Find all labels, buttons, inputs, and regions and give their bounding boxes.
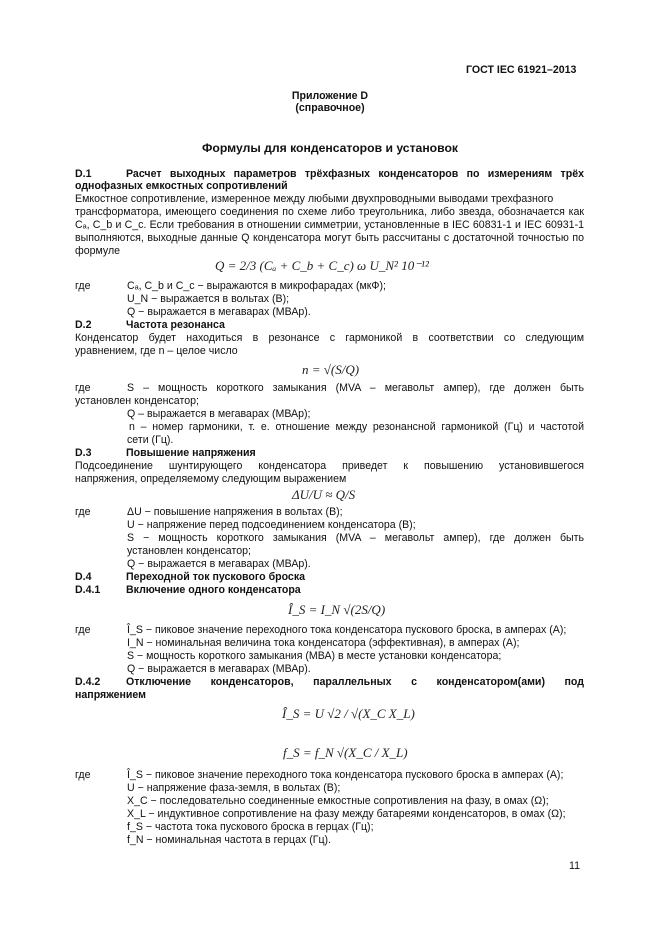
formula-inrush-single: Î_S = I_N √(2S/Q) (288, 602, 386, 617)
definition: X_C − последовательно соединенные емкостные сопротивления на фазу, в омах (Ω); (127, 795, 549, 807)
subsection-heading-cont: напряжением (75, 689, 146, 701)
appendix-title: Приложение D (291, 90, 369, 102)
definition: Î_S − пиковое значение переходного тока конденсатора пускового броска в амперах (A); (127, 769, 564, 781)
formula-inrush-parallel: Î_S = U √2 / √(X_C X_L) (282, 706, 415, 721)
definition: ΔU − повышение напряжения в вольтах (В); (127, 506, 343, 518)
definition: Q − выражается в мегаварах (МВАр). (127, 306, 311, 318)
where-label: где (75, 769, 91, 781)
definition: S – мощность короткого замыкания (MVA – мегавольт ампер), где должен быть (127, 382, 584, 394)
definition: Q − выражается в мегаварах (МВАр). (127, 558, 311, 570)
paragraph-line: Емкостное сопротивление, измеренное между любыми двухпроводными выводами трехфазного (75, 193, 554, 205)
definition: U_N − выражается в вольтах (В); (127, 293, 290, 305)
definition: U − напряжение фаза-земля, в вольтах (В); (127, 782, 341, 794)
section-heading: Повышение напряжения (126, 447, 256, 459)
page-number: 11 (569, 860, 580, 872)
definition: S − мощность короткого замыкания (MVA – мегавольт ампер), где должен быть (127, 532, 584, 544)
definition: X_L − индуктивное сопротивление на фазу между батареями конденсаторов, в омах (Ω); (127, 808, 566, 820)
definition: Cₐ, C_b и C_c − выражаются в микрофарадах (мкФ); (127, 280, 386, 292)
where-label: где (75, 506, 91, 518)
paragraph-line: выполняются, выходные данные Q конденсатора могут быть рассчитаны с достаточной точностью по (75, 232, 584, 244)
standard-header: ГОСТ IEC 61921–2013 (466, 64, 577, 76)
paragraph-line: трансформатора, имеющего соединения по схеме либо треугольника, либо звезда, обозначается как (75, 206, 584, 218)
section-number: D.2 (75, 319, 92, 331)
definition-cont: сети (Гц). (127, 434, 174, 446)
paragraph-line: уравнением, где n – целое число (75, 345, 238, 357)
section-heading: Расчет выходных параметров трёхфазных конденсаторов по измерениям трёх (126, 168, 584, 180)
formula-voltage-rise: ΔU/U ≈ Q/S (292, 487, 356, 502)
where-label: где (75, 280, 91, 292)
definition: U − напряжение перед подсоединением конденсатора (В); (127, 519, 416, 531)
paragraph-line: Конденсатор будет находиться в резонансе с гармоникой в соответствии со следующим (75, 332, 584, 344)
definition: Q – выражается в мегаварах (МВАр); (127, 408, 311, 420)
where-label: где (75, 382, 91, 394)
section-heading-cont: однофазных емкостных сопротивлений (75, 180, 288, 192)
subsection-number: D.4.1 (75, 584, 101, 596)
formula-capacitor-output: Q = 2/3 (Cₐ + C_b + C_c) ω U_N² 10⁻¹² (215, 258, 429, 273)
section-heading: Частота резонанса (126, 319, 225, 331)
main-title: Формулы для конденсаторов и установок (201, 141, 459, 155)
definition: S − мощность короткого замыкания (МВА) в месте установки конденсатора; (127, 650, 502, 662)
formula-inrush-frequency: f_S = f_N √(X_C / X_L) (283, 745, 408, 760)
definition: I_N − номинальная величина тока конденсатора (эффективная), в амперах (A); (127, 637, 520, 649)
section-heading: Переходной ток пускового броска (126, 571, 306, 583)
definition: n – номер гармоники, т. е. отношение между резонансной гармоникой (Гц) и частотой (129, 421, 584, 433)
subsection-number: D.4.2 (75, 676, 101, 688)
definition: f_N − номинальная частота в герцах (Гц). (127, 834, 332, 846)
definition: f_S − частота тока пускового броска в герцах (Гц); (127, 821, 374, 833)
section-number: D.3 (75, 447, 92, 459)
section-number: D.1 (75, 168, 92, 180)
subsection-heading: Отключение конденсаторов, параллельных с конденсатором(ами) под (126, 676, 584, 688)
section-number: D.4 (75, 571, 92, 583)
paragraph-line: Подсоединение шунтирующего конденсатора приведет к повышению установившегося (75, 460, 584, 472)
paragraph-line: Cₐ, C_b и C_c. Если требования в отношении симметрии, установленные в IEC 60831-1 и IEC 60931-1 (75, 219, 584, 231)
paragraph-line: напряжения, определяемому следующим выражением (75, 473, 347, 485)
definition: Q − выражается в мегаварах (МВАр). (127, 663, 311, 675)
definition-cont: установлен конденсатор; (127, 545, 251, 557)
where-label: где (75, 624, 91, 636)
formula-resonance: n = √(S/Q) (302, 362, 360, 377)
definition-cont: установлен конденсатор; (75, 395, 199, 407)
definition: Î_S − пиковое значение переходного тока конденсатора пускового броска, в амперах (A); (127, 624, 567, 636)
paragraph-line: формуле (75, 245, 121, 257)
subsection-heading: Включение одного конденсатора (126, 584, 301, 596)
appendix-subtitle: (справочное) (295, 102, 365, 114)
